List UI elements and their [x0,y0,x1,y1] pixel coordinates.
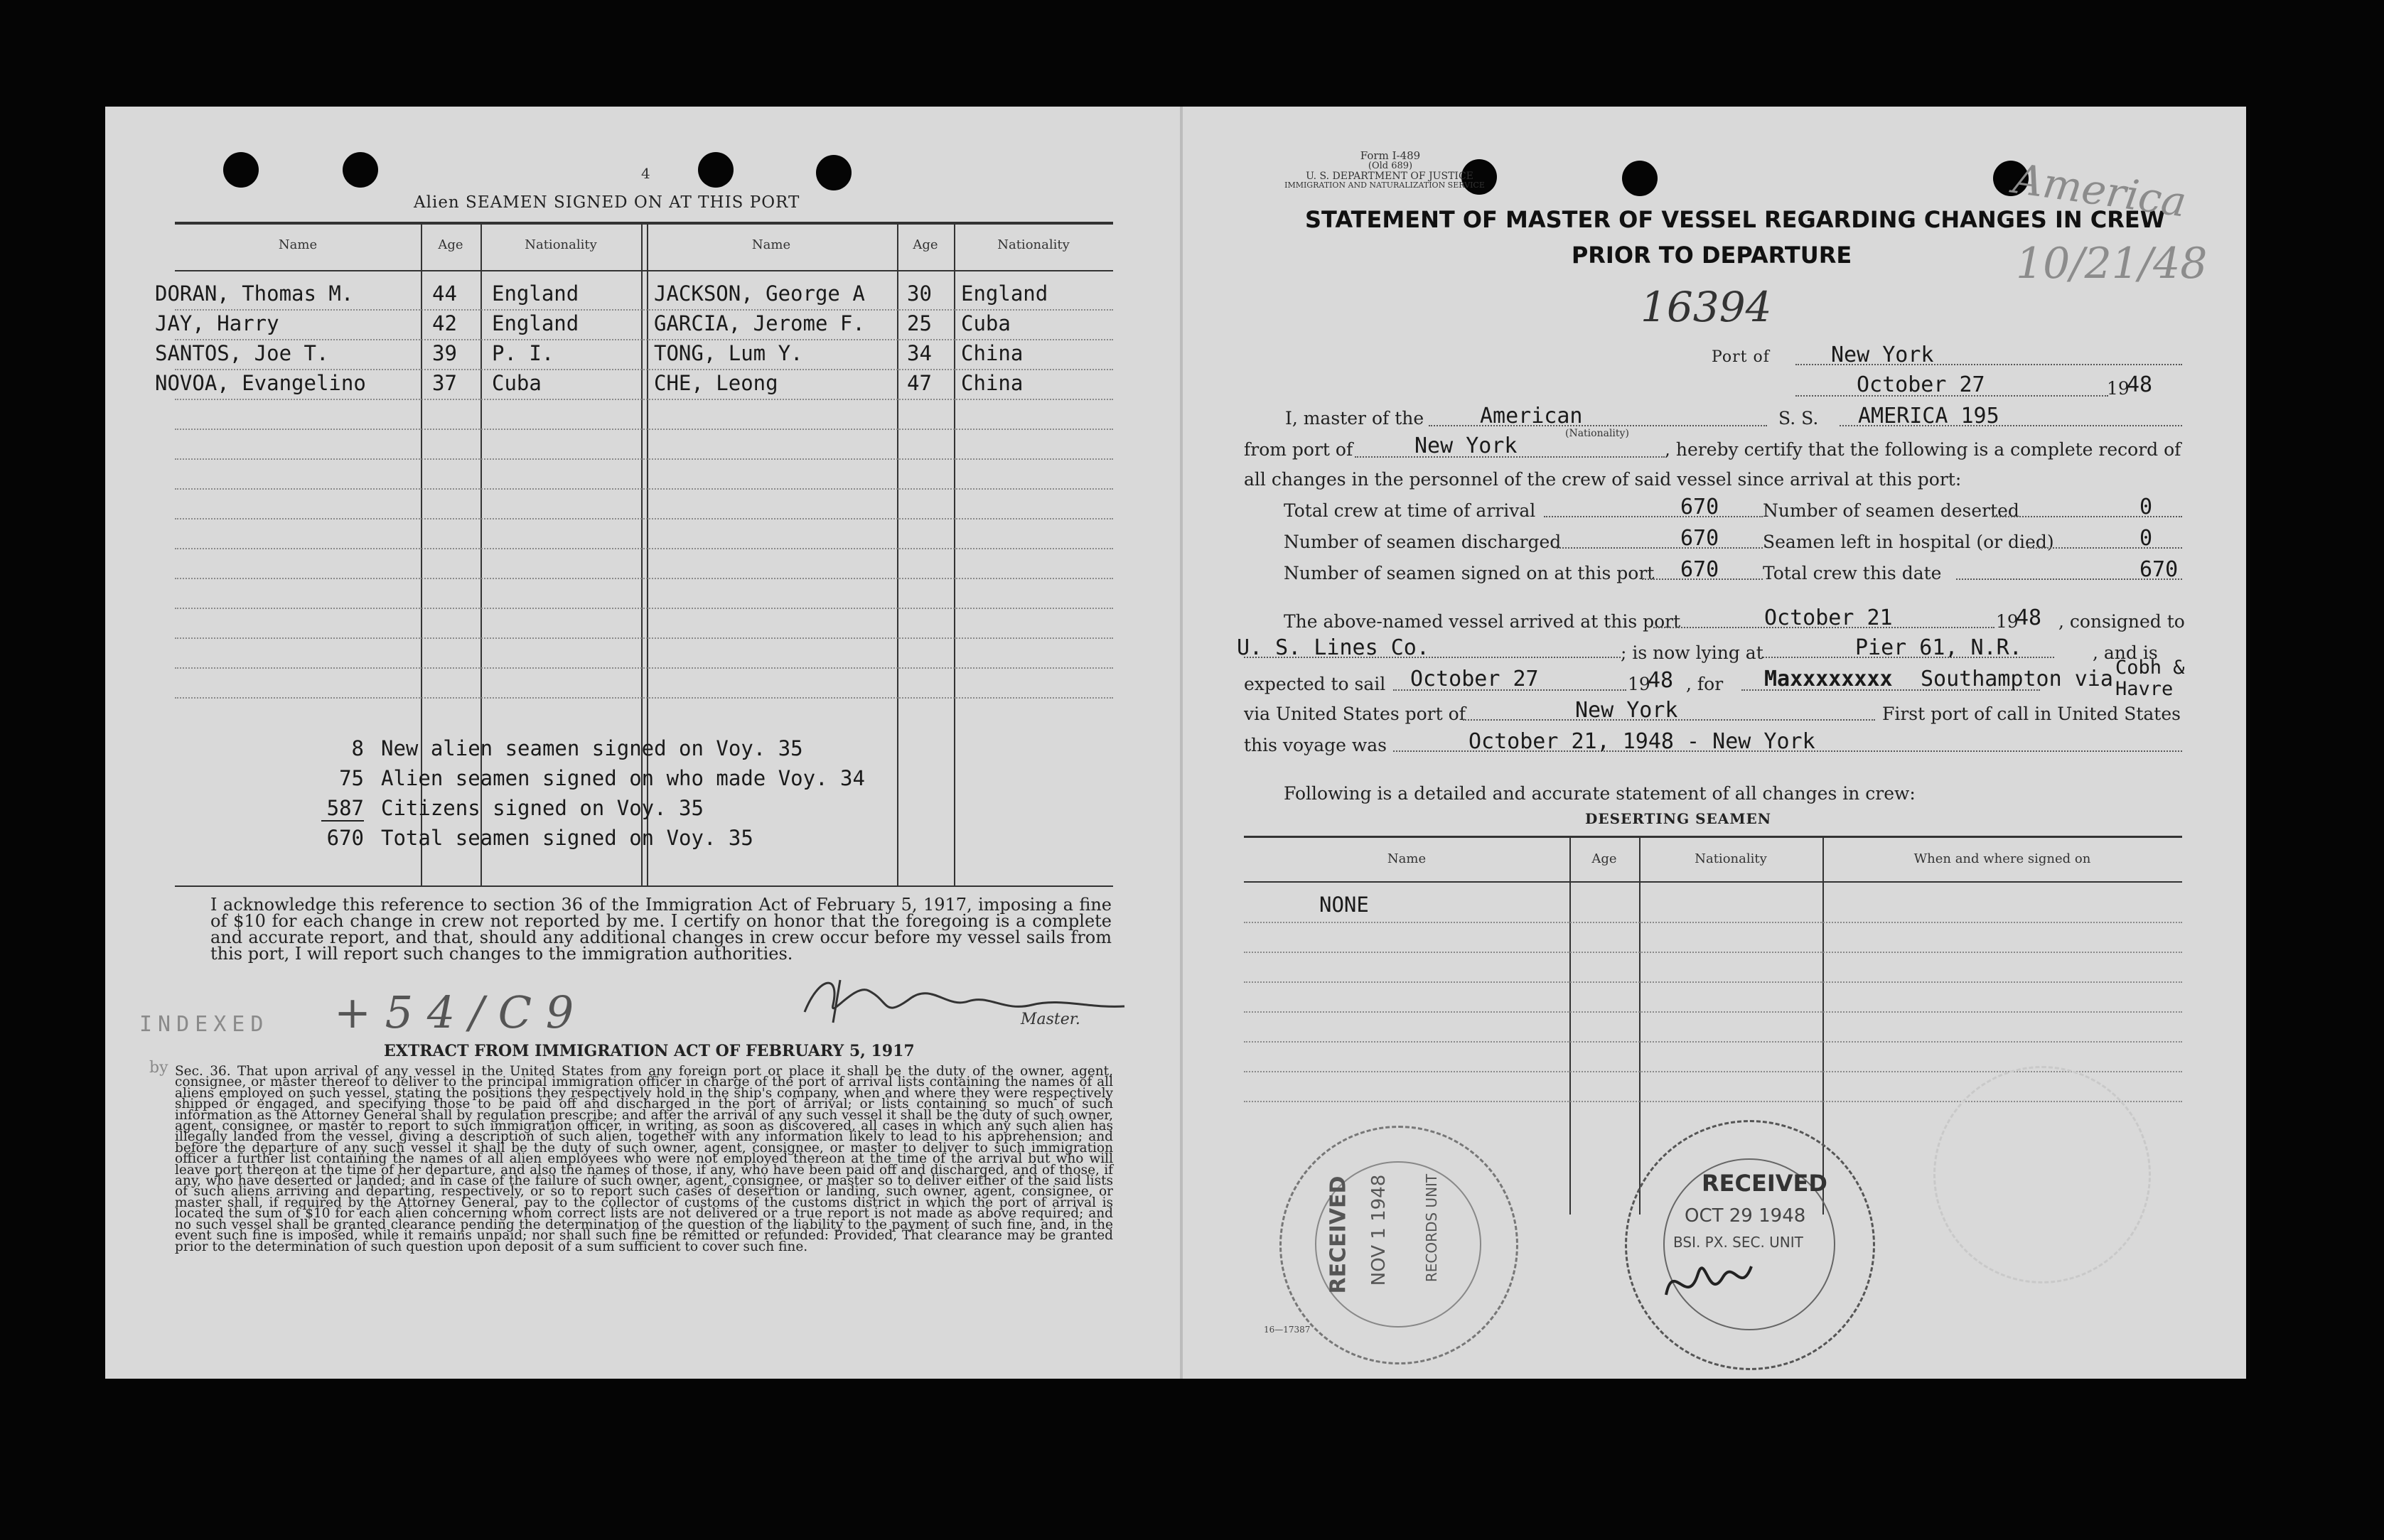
stamp2-initials [1659,1245,1759,1316]
deserting-entry: NONE [1319,893,1369,917]
faint-stamp [1933,1066,2151,1283]
deserting-col-name: Name [1387,851,1427,866]
extract-text: Sec. 36. That upon arrival of any vessel in the United States from any foreign port or place it shall be the duty of the owner, agent, consignee, or master thereof to deliver to the principal immigration officer in charge of the port of arrival lists containing the names of all aliens employed on such vessel, stating the positions they respectively hold in the ship's company, when and where they were respectively shipped or engaged, and specifying those to be paid off and discharged in the port of arrival; or lists containing so much of such information as the Attorney General shall by regulation prescribe; and after the arrival of any such vessel it shall be the duty of such owner, agent, consignee, or master to report to such immigration officer, in writing, as soon as discovered, all cases in which any such alien has illegally landed from the vessel, giving a description of such alien, together with any information likely to lead to his apprehension; and before the departure of any such vessel it shall be the duty of such owner, agent, consignee, or master to deliver to such immigration officer a further list containing the names of all alien employees who were not employed thereon at the time of the arrival but who will leave port thereon at the time of her departure, and also the names of those, if any, who have been paid off and discharged, and of those, if any, who have deserted or landed; and in case of the failure of such owner, agent, consignee, or master so to deliver either of the said lists of such aliens arriving and departing, respectively, or so to report such cases of desertion or landing, such owner, agent, consignee, or master shall, if required by the Attorney General, pay to the collector of customs of the customs district in which the port of arrival is located the sum of $10 for each alien concerning whom correct lists are not delivered or a true report is not made as above required; and no such vessel shall be granted clearance pending the determination of the question of the liability to the payment of such fine, and, in the event such fine is imposed, while it remains unpaid; nor shall such fine be remitted or refunded: Provided, That clearance may be granted prior to the determination of such question upon deposit of a sum sufficient to cover such fine. [175,1064,1113,1254]
stamp1-unit: RECORDS UNIT [1423,1173,1441,1283]
stat-value: 670 [1680,557,1719,582]
stat-label: Number of seamen signed on at this port [1284,563,1655,583]
punch-hole [698,152,734,188]
deserting-col-nationality: Nationality [1695,851,1767,866]
crew-name: GARCIA, Jerome F. [654,311,865,335]
stat-value: 670 [1680,526,1719,551]
via-label: via United States port of [1244,704,1466,724]
from-port-value: New York [1414,434,1518,458]
file-number: 16394 [1641,283,1772,331]
crew-age: 39 [432,341,457,365]
indexed-stamp: INDEXED [139,1012,269,1037]
indexed-handwritten-mark: + 5 4 / C 9 [334,986,574,1038]
summary-text: Alien seamen signed on who made Voy. 34 [381,766,865,790]
ss-label: S. S. [1778,408,1819,429]
date-year: 48 [2127,372,2153,397]
sail-year: 48 [1648,668,1674,693]
master-signature [790,969,1132,1026]
summary-count: 587 [321,796,364,822]
for-label: , for [1686,674,1724,694]
nationality-value: American [1480,404,1583,429]
footer-code: 16—17387 [1264,1325,1311,1335]
crew-nationality: China [961,341,1024,365]
date-value: October 27 [1857,372,1985,397]
handwritten-ship-name: America [2010,154,2190,227]
form-title-line1: STATEMENT OF MASTER OF VESSEL REGARDING CHANGES IN CREW [1305,206,2166,233]
arrived-label: The above-named vessel arrived at this port [1284,611,1681,632]
crew-name: TONG, Lum Y. [654,341,803,365]
stat-value: 670 [1680,495,1719,519]
lying-label: ; is now lying at [1621,642,1763,663]
via-value: New York [1575,698,1678,723]
crew-name: DORAN, Thomas M. [155,281,354,306]
stamp2-received: RECEIVED [1702,1170,1827,1197]
deserting-seamen-title: DESERTING SEAMEN [1585,810,1771,827]
stat-label: Total crew this date [1763,563,1942,583]
stamp1-date: NOV 1 1948 [1368,1174,1390,1286]
stat-label: Number of seamen deserted [1763,500,2019,521]
extract-title: EXTRACT FROM IMMIGRATION ACT OF FEBRUARY 5, 1917 [384,1042,915,1060]
crew-name: JAY, Harry [155,311,279,335]
punch-hole [343,152,378,188]
following-label: Following is a detailed and accurate statement of all changes in crew: [1284,783,1916,804]
punch-hole [1622,161,1658,196]
crew-name: JACKSON, George A [654,281,865,306]
port-value: New York [1831,343,1934,367]
col-header-nationality: Nationality [525,237,597,252]
col-header-age: Age [438,237,463,252]
form-old-number: (Old 689) [1368,161,1413,171]
stat-value: 0 [2139,495,2153,519]
and-is-label: , and is [2093,642,2158,663]
consigned-label: , consigned to [2058,611,2185,632]
stat-label: Seamen left in hospital (or died) [1763,532,2054,552]
crew-age: 47 [907,371,932,395]
crew-nationality: Cuba [492,371,542,395]
summary-count: 75 [339,766,364,790]
crew-name: SANTOS, Joe T. [155,341,329,365]
date-year-prefix: 19 [2107,378,2130,399]
crew-nationality: Cuba [961,311,1011,335]
summary-text: New alien seamen signed on Voy. 35 [381,736,803,760]
crew-age: 30 [907,281,932,306]
col-header-name: Name [278,237,318,252]
acknowledgement-text: I acknowledge this reference to section 36 of the Immigration Act of February 5, 1917, imposing a fine of $10 for each change in crew not reported by me. I certify on honor that the foregoing is a complete and accurate report, and that, should any additional changes in crew occur before my vessel sails from this port, I will report such changes to the immigration authorities. [210,895,1112,964]
certify-text: , hereby certify that the following is a complete record of [1665,439,2181,460]
deserting-col-signed-on: When and where signed on [1913,851,2091,866]
crew-age: 37 [432,371,457,395]
for-value-3: Havre [2115,678,2174,700]
col-header-age-2: Age [913,237,938,252]
voyage-label: this voyage was [1244,735,1387,755]
crew-nationality: China [961,371,1024,395]
summary-count: 670 [326,826,364,850]
page-number: 4 [641,165,650,182]
punch-hole [223,152,259,188]
first-port-label: First port of call in United States [1882,704,2181,724]
certify-text-2: all changes in the personnel of the crew of said vessel since arrival at this port: [1244,469,1962,490]
sail-value: October 27 [1410,667,1539,691]
summary-text: Citizens signed on Voy. 35 [381,796,704,820]
crew-age: 44 [432,281,457,306]
crew-nationality: England [961,281,1048,306]
stamp2-date: OCT 29 1948 [1685,1205,1806,1227]
crew-name: CHE, Leong [654,371,778,395]
for-struck-text: Maxxxxxxxx [1764,667,1893,691]
crew-age: 25 [907,311,932,335]
arrived-year-prefix: 19 [1996,611,2019,632]
department-name: U. S. DEPARTMENT OF JUSTICE [1306,171,1473,182]
col-header-name-2: Name [751,237,791,252]
form-title-line2: PRIOR TO DEPARTURE [1571,242,1852,269]
summary-text: Total seamen signed on Voy. 35 [381,826,753,850]
stat-label: Number of seamen discharged [1284,532,1562,552]
page-fold [1180,107,1183,1379]
form-number: Form I-489 [1360,149,1421,162]
master-label: Master. [1021,1011,1080,1028]
port-label: Port of [1712,348,1770,366]
stamp2-unit: BSI. PX. SEC. UNIT [1673,1234,1803,1251]
stat-value: 670 [2139,557,2179,582]
stat-value: 0 [2139,526,2153,551]
crew-name: NOVOA, Evangelino [155,371,366,395]
section-title: Alien SEAMEN SIGNED ON AT THIS PORT [414,193,800,212]
crew-age: 34 [907,341,932,365]
for-value: Southampton via [1921,667,2113,691]
arrived-year: 48 [2016,605,2042,630]
from-port-label: from port of [1244,439,1353,460]
summary-count: 8 [351,736,364,760]
crew-nationality: England [492,281,579,306]
vessel-value: AMERICA 195 [1858,404,1999,429]
arrived-value: October 21 [1764,605,1893,630]
indexed-by-label: by [149,1059,168,1077]
crew-nationality: England [492,311,579,335]
deserting-col-age: Age [1591,851,1617,866]
stat-label: Total crew at time of arrival [1284,500,1536,521]
consignee-value: U. S. Lines Co. [1237,635,1429,660]
punch-hole [816,155,852,190]
stamp1-received: RECEIVED [1326,1175,1351,1294]
nationality-caption: (Nationality) [1565,428,1629,439]
col-header-nationality-2: Nationality [997,237,1070,252]
sail-label: expected to sail [1244,674,1386,694]
sail-year-prefix: 19 [1628,674,1650,694]
crew-age: 42 [432,311,457,335]
voyage-value: October 21, 1948 - New York [1468,729,1815,754]
master-of-label: I, master of the [1285,408,1424,429]
for-value-2: Cobh & [2115,657,2185,679]
crew-nationality: P. I. [492,341,554,365]
lying-value: Pier 61, N.R. [1855,635,2022,660]
service-name: IMMIGRATION AND NATURALIZATION SERVICE [1284,181,1485,190]
handwritten-date: 10/21/48 [2016,239,2208,289]
